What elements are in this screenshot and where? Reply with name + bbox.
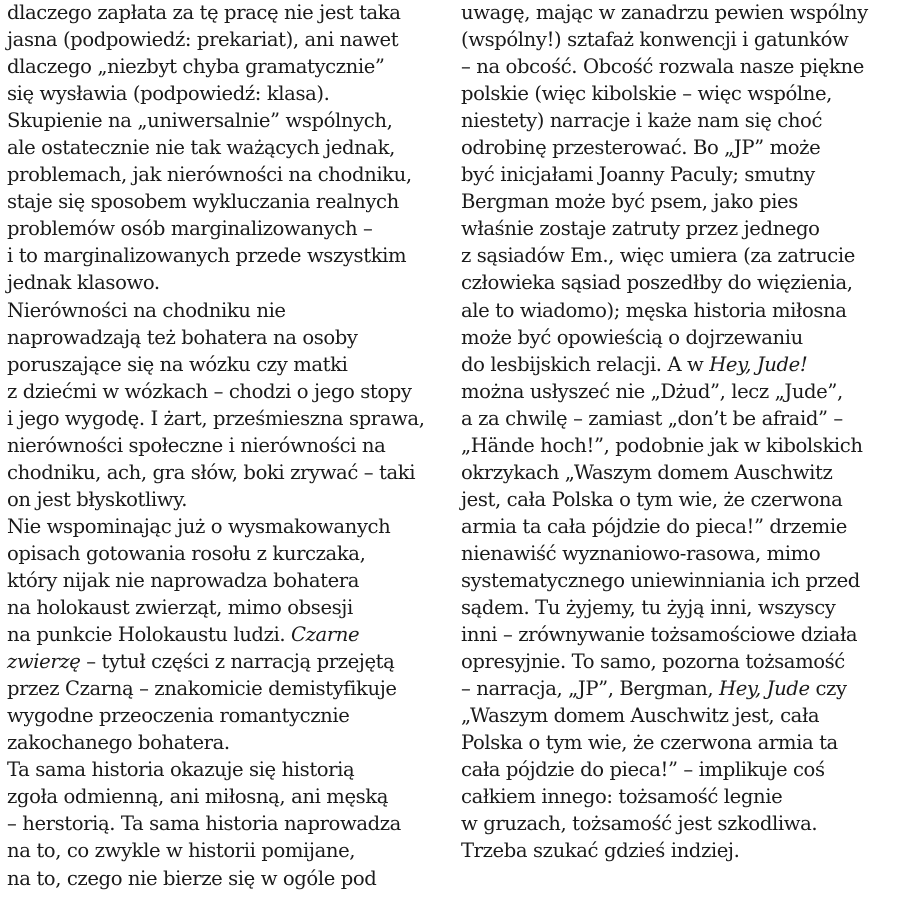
text-line	[461, 648, 900, 675]
text-span: on jest błyskotliwy.	[7, 487, 188, 511]
text-line	[7, 837, 447, 864]
text-line	[461, 297, 900, 324]
text-span: sądem. Tu żyjemy, tu żyją inni, wszyscy	[461, 596, 836, 620]
text-span: „Hände hoch!”, podobnie jak w kibolskich	[461, 433, 863, 457]
text-span: może być opowieścią o dojrzewaniu	[461, 325, 803, 349]
text-line	[461, 53, 900, 80]
text-span: ale to wiadomo); męska historia miłosna	[461, 298, 847, 322]
text-line	[7, 567, 447, 594]
text-line	[7, 594, 447, 621]
text-line	[461, 134, 900, 161]
text-span: przez Czarną – znakomicie demistyfikuje	[7, 677, 397, 701]
text-span: systematycznego uniewinniania ich przed	[461, 568, 860, 592]
italic-title-span: Hey, Jude	[719, 677, 810, 701]
text-span: się wysławia (podpowiedź: klasa).	[7, 82, 330, 106]
text-line	[7, 729, 447, 756]
text-line	[7, 134, 447, 161]
text-line	[461, 107, 900, 134]
text-line	[461, 675, 900, 702]
text-span: cała pójdzie do pieca!” – implikuje coś	[461, 758, 825, 782]
text-span: dlaczego „niezbyt chyba gramatycznie”	[7, 55, 385, 79]
text-span: odrobinę przesterować. Bo „JP” może	[461, 136, 821, 160]
text-line	[7, 161, 447, 188]
italic-title-span: Czarne	[291, 623, 360, 647]
text-line	[7, 459, 447, 486]
text-span: być inicjałami Joanny Paculy; smutny	[461, 163, 815, 187]
text-span: – herstorią. Ta sama historia naprowadza	[7, 812, 401, 836]
text-span: jednak klasowo.	[7, 271, 160, 295]
text-span: Ta sama historia okazuje się historią	[7, 758, 355, 782]
text-span: ale ostatecznie nie tak ważących jednak,	[7, 136, 395, 160]
text-line	[461, 324, 900, 351]
text-span: zakochanego bohatera.	[7, 731, 230, 755]
text-line	[461, 513, 900, 540]
text-line	[7, 621, 447, 648]
text-line	[461, 567, 900, 594]
text-line	[7, 810, 447, 837]
text-span: jest, cała Polska o tym wie, że czerwona	[461, 487, 843, 511]
text-line	[7, 107, 447, 134]
text-span: z dziećmi w wózkach – chodzi o jego stopy	[7, 379, 412, 403]
italic-title-span: zwierzę	[7, 650, 81, 674]
text-line	[7, 0, 447, 26]
text-span: problemach, jak nierówności na chodniku,	[7, 163, 412, 187]
text-line	[461, 594, 900, 621]
text-span: niestety) narracje i każe nam się choć	[461, 109, 823, 133]
text-line	[7, 269, 447, 296]
text-line	[7, 53, 447, 80]
text-span: z sąsiadów Em., więc umiera (za zatrucie	[461, 244, 855, 268]
text-span: na to, czego nie bierze się w ogóle pod	[7, 866, 377, 890]
text-line	[7, 351, 447, 378]
text-line	[7, 783, 447, 810]
text-line	[7, 513, 447, 540]
text-span: i jego wygodę. I żart, prześmieszna sprawa,	[7, 406, 425, 430]
text-line	[461, 810, 900, 837]
text-span: problemów osób marginalizowanych –	[7, 217, 373, 241]
text-span: właśnie zostaje zatruty przez jednego	[461, 217, 820, 241]
text-line	[461, 783, 900, 810]
text-line	[7, 865, 447, 892]
text-line	[461, 432, 900, 459]
text-line	[461, 729, 900, 756]
text-line	[461, 756, 900, 783]
text-line	[461, 269, 900, 296]
text-span: chodniku, ach, gra słów, boki zrywać – taki	[7, 460, 416, 484]
text-span: na holokaust zwierząt, mimo obsesji	[7, 596, 353, 620]
text-span: wygodne przeoczenia romantycznie	[7, 704, 350, 728]
text-line	[7, 26, 447, 53]
text-line	[461, 405, 900, 432]
text-line	[461, 702, 900, 729]
text-line	[7, 378, 447, 405]
text-span: polskie (więc kibolskie – więc wspólne,	[461, 82, 833, 106]
text-line	[7, 215, 447, 242]
text-span: człowieka sąsiad poszedłby do więzienia,	[461, 271, 853, 295]
text-span: można usłyszeć nie „Dżud”, lecz „Jude”,	[461, 379, 843, 403]
text-line	[7, 702, 447, 729]
text-span: Trzeba szukać gdzieś indziej.	[461, 839, 740, 863]
text-span: jasna (podpowiedź: prekariat), ani nawet	[7, 28, 399, 52]
text-span: do lesbijskich relacji. A w	[461, 352, 710, 376]
text-span: okrzykach „Waszym domem Auschwitz	[461, 460, 833, 484]
text-line	[461, 161, 900, 188]
italic-title-span: Hey, Jude!	[709, 352, 808, 376]
text-span: „Waszym domem Auschwitz jest, cała	[461, 704, 820, 728]
text-line	[461, 837, 900, 864]
text-line	[7, 756, 447, 783]
text-span: Skupienie na „uniwersalnie” wspólnych,	[7, 109, 393, 133]
text-span: armia ta cała pójdzie do pieca!” drzemie	[461, 514, 847, 538]
text-span: czy	[809, 677, 847, 701]
text-span: który nijak nie naprowadza bohatera	[7, 568, 360, 592]
text-line	[7, 324, 447, 351]
text-line	[461, 459, 900, 486]
text-span: inni – zrównywanie tożsamościowe działa	[461, 623, 858, 647]
text-span: – narracja, „JP”, Bergman,	[461, 677, 720, 701]
text-span: (wspólny!) sztafaż konwencji i gatunków	[461, 28, 849, 52]
text-span: na to, co zwykle w historii pomijane,	[7, 839, 356, 863]
text-span: naprowadzają też bohatera na osoby	[7, 325, 358, 349]
text-line	[7, 242, 447, 269]
text-line	[7, 648, 447, 675]
text-span: i to marginalizowanych przede wszystkim	[7, 244, 407, 268]
text-span: nienawiść wyznaniowo-rasowa, mimo	[461, 541, 821, 565]
text-span: w gruzach, tożsamość jest szkodliwa.	[461, 812, 818, 836]
text-line	[461, 621, 900, 648]
text-span: a za chwilę – zamiast „don’t be afraid” –	[461, 406, 843, 430]
text-line	[461, 215, 900, 242]
text-span: zgoła odmienną, ani miłosną, ani męską	[7, 785, 389, 809]
text-span: na punkcie Holokaustu ludzi.	[7, 623, 292, 647]
text-line	[7, 405, 447, 432]
text-span: – tytuł części z narracją przejętą	[80, 650, 395, 674]
text-span: opisach gotowania rosołu z kurczaka,	[7, 541, 366, 565]
text-line	[7, 188, 447, 215]
text-span: całkiem innego: tożsamość legnie	[461, 785, 783, 809]
text-span: Nierówności na chodniku nie	[7, 298, 286, 322]
text-span: Nie wspominając już o wysmakowanych	[7, 514, 391, 538]
text-line	[7, 80, 447, 107]
text-span: staje się sposobem wykluczania realnych	[7, 190, 399, 214]
text-line	[461, 242, 900, 269]
text-line	[7, 432, 447, 459]
text-line	[461, 80, 900, 107]
text-line	[7, 675, 447, 702]
text-span: Polska o tym wie, że czerwona armia ta	[461, 731, 838, 755]
text-line	[461, 26, 900, 53]
text-line	[461, 486, 900, 513]
text-line	[461, 188, 900, 215]
text-line	[461, 0, 900, 26]
text-line	[7, 540, 447, 567]
text-column-right	[461, 0, 900, 865]
text-line	[461, 351, 900, 378]
text-span: opresyjnie. To samo, pozorna tożsamość	[461, 650, 845, 674]
text-span: nierówności społeczne i nierówności na	[7, 433, 386, 457]
text-line	[461, 540, 900, 567]
text-span: dlaczego zapłata za tę pracę nie jest taka	[7, 1, 401, 24]
text-span: uwagę, mając w zanadrzu pewien wspólny	[461, 1, 868, 24]
text-column-left	[7, 0, 447, 892]
text-span: Bergman może być psem, jako pies	[461, 190, 798, 214]
text-span: – na obcość. Obcość rozwala nasze piękne	[461, 55, 864, 79]
text-span: poruszające się na wózku czy matki	[7, 352, 348, 376]
text-line	[7, 486, 447, 513]
text-line	[7, 297, 447, 324]
text-line	[461, 378, 900, 405]
